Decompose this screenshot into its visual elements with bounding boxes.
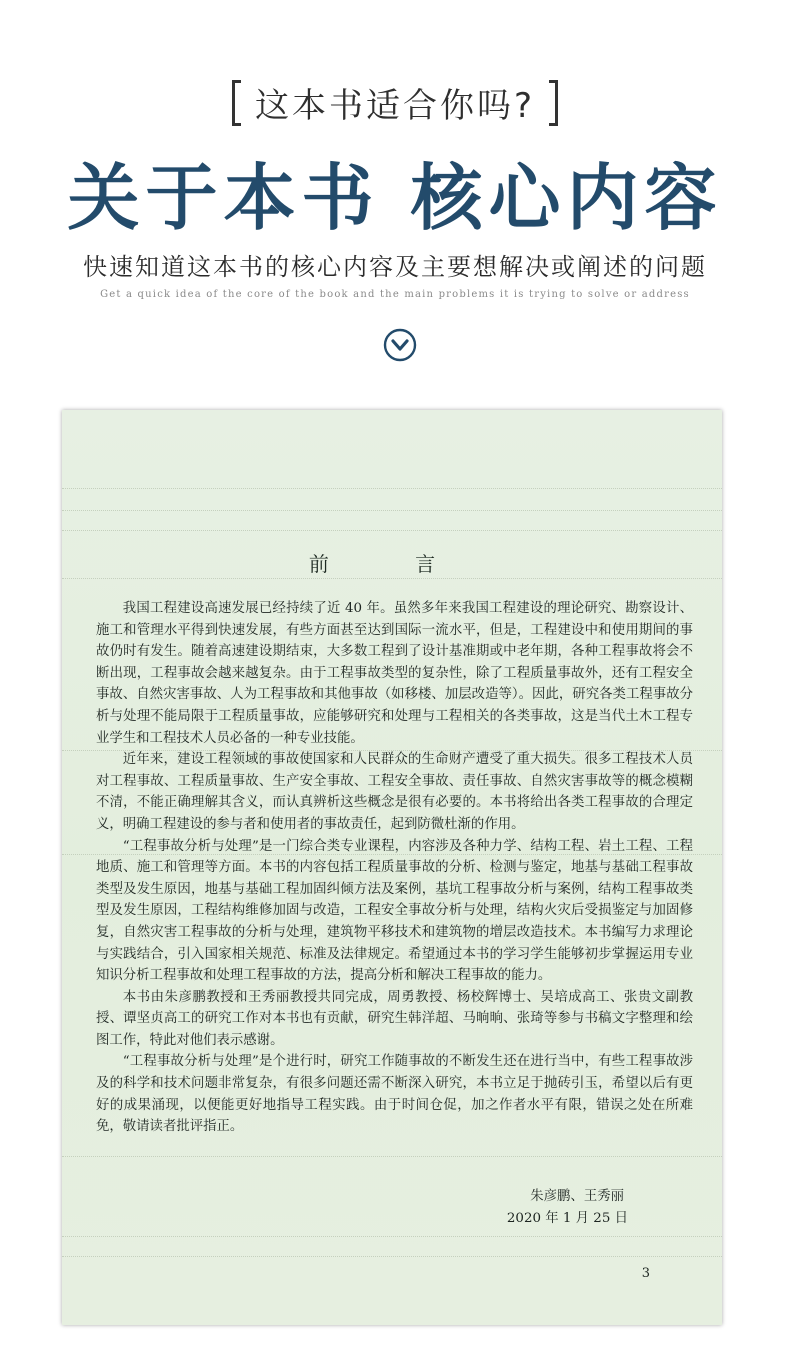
bleed-through-line (62, 510, 722, 512)
preface-title: 前 言 (308, 552, 476, 576)
book-page (62, 410, 722, 1325)
left-bracket (232, 80, 241, 126)
paragraph: “工程事故分析与处理”是个进行时，研究工作随事故的不断发生还在进行当中，有些工程事故涉及的科学和技术问题非常复杂，有很多问题还需不断深入研究，本书立足于抛砖引玉，希望以后有更好的成果涌现，以便能更好地指导工程实践。由于时间仓促，加之作者水平有限，错误之处在所难免，敬请读者批评指正。 (96, 1054, 693, 1135)
paragraph: “工程事故分析与处理”是一门综合类专业课程，内容涉及各种力学、结构工程、岩土工程、工程地质、施工和管理等方面。本书的内容包括工程质量事故的分析、检测与鉴定，地基与基础工程事故类型及发生原因，地基与基础工程加固纠倾方法及案例，基坑工程事故分析与案例，结构工程事故类型及发生原因，工程结构维修加固与改造，工程安全事故分析与处理，结构火灾后受损鉴定与加固修复，自然灾害工程事故的分析与处理，建筑物平移技术和建筑物的增层改造技术。本书编写力求理论与实践结合，引入国家相关规范、标准及法律规定。希望通过本书的学习学生能够初步掌握运用专业知识分析工程事故和处理工程事故的方法，提高分析和解决工程事故的能力。 (96, 838, 693, 984)
signature-date: 2020 年 1 月 25 日 (506, 1211, 628, 1226)
preface-body (96, 598, 693, 1138)
right-bracket (549, 80, 558, 126)
authors-signature: 朱彦鹏、王秀丽 (530, 1189, 624, 1204)
paragraph: 近年来，建设工程领域的事故使国家和人民群众的生命财产遭受了重大损失。很多工程技术人员对工程事故、工程质量事故、生产安全事故、工程安全事故、责任事故、自然灾害事故等的概念模糊不清，不能正确理解其含义，而认真辨析这些概念是很有必要的。本书将给出各类工程事故的合理定义，明确工程建设的参与者和使用者的事故责任，起到防微杜渐的作用。 (96, 752, 693, 832)
bleed-through-line (62, 578, 722, 580)
page-headline: 关于本书 核心内容 (67, 155, 723, 240)
bleed-through-line (62, 1156, 722, 1158)
page-number: 3 (641, 1266, 650, 1281)
bleed-through-line (62, 488, 722, 490)
question-text: 这本书适合你吗? (254, 86, 536, 126)
chevron-down-circle-icon[interactable] (383, 328, 417, 362)
paragraph: 本书由朱彦鹏教授和王秀丽教授共同完成，周勇教授、杨校辉博士、吴培成高工、张贵文副教授、谭坚贞高工的研究工作对本书也有贡献，研究生韩洋超、马晌晌、张琦等参与书稿文字整理和绘图工作，特此对他们表示感谢。 (96, 989, 693, 1048)
description: 快速知道这本书的核心内容及主要想解决或阐述的问题 (83, 253, 707, 281)
section-question (0, 78, 790, 127)
bleed-through-line (62, 1256, 722, 1258)
bleed-through-line (62, 530, 722, 532)
paragraph: 我国工程建设高速发展已经持续了近 40 年。虽然多年来我国工程建设的理论研究、勘察设计、施工和管理水平得到快速发展，有些方面甚至达到国际一流水平，但是，工程建设中和使用期间的事故仍时有发生。随着高速建设期结束，大多数工程到了设计基准期或中老年期，各种工程事故将会不断出现，工程事故会越来越复杂。由于工程事故类型的复杂性，除了工程质量事故外，还有工程安全事故、自然灾害事故、人为工程事故和其他事故（如移楼、加层改造等）。因此，研究各类工程事故分析与处理不能局限于工程质量事故，应能够研究和处理与工程相关的各类事故，这是当代土木工程专业学生和工程技术人员必备的一种专业技能。 (96, 601, 693, 746)
bleed-through-line (62, 1236, 722, 1238)
description-english: Get a quick idea of the core of the book and the main problems it is trying to solve or address (100, 289, 690, 300)
